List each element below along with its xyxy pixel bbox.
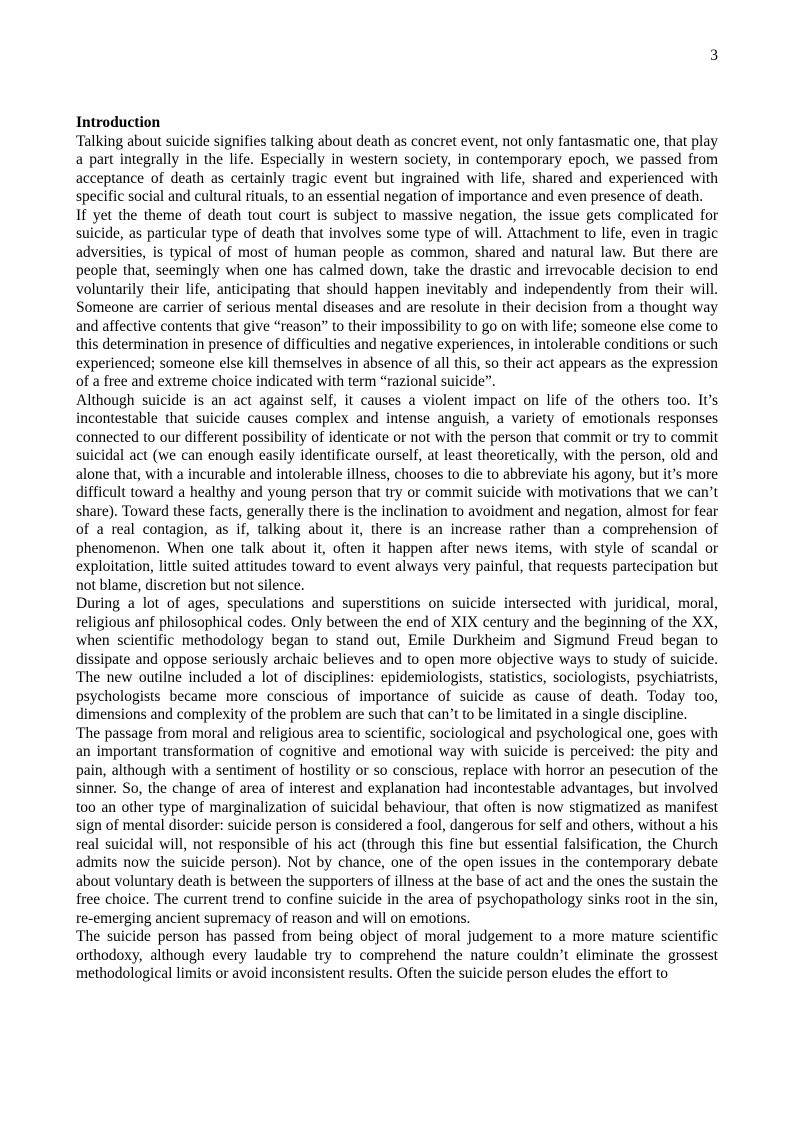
paragraph-3: Although suicide is an act against self, it causes a violent impact on life of the others too. It’s incontestable that suicide causes complex and intense anguish, a variety of emotionals responses connected to our different possibility of identicate or not with the person that commit or try to commit suicidal act (we can enough easily identificate ourself, at least theoretically, with the person, old and alone that, with a incurable and intolerable illness, chooses to die to abbreviate his agony, but it’s more difficult toward a healthy and young person that try or commit suicide with motivations that we can’t share). Toward these facts, generally there is the inclination to avoidment and negation, almost for fear of a real contagion, as if, talking about it, there is an increase rather than a comprehension of phenomenon. When one talk about it, often it happen after news items, with style of scandal or exploitation, little suited attitudes toward to event always very painful, that requests partecipation but not blame, discretion but not silence. [76, 391, 718, 594]
paragraph-1: Talking about suicide signifies talking about death as concret event, not only fantasmatic one, that play a part integrally in the life. Especially in western society, in contemporary epoch, we passed from acceptance of death as certainly tragic event but ingrained with life, shared and experienced with specific social and cultural rituals, to an essential negation of importance and even presence of death. [76, 132, 718, 205]
paragraph-2: If yet the theme of death tout court is subject to massive negation, the issue gets complicated for suicide, as particular type of death that involves some type of will. Attachment to life, even in tragic adversities, is typical of most of human people as common, shared and natural law. But there are people that, seemingly when one has calmed down, take the drastic and irrevocable decision to end voluntarily their life, anticipating that should happen inevitably and independently from their will. Someone are carrier of serious mental diseases and are resolute in their decision from a thought way and affective contents that give “reason” to their impossibility to go on with life; someone else come to this determination in presence of difficulties and negative experiences, in intolerable conditions or such experienced; someone else kill themselves in absence of all this, so their act appears as the expression of a free and extreme choice indicated with term “razional suicide”. [76, 206, 718, 390]
paragraph-6: The suicide person has passed from being object of moral judgement to a more mature scientific orthodoxy, although every laudable try to comprehend the nature couldn’t eliminate the grossest methodological limits or avoid inconsistent results. Often the suicide person eludes the effort to [76, 928, 718, 982]
paragraph-5: The passage from moral and religious area to scientific, sociological and psychological one, goes with an important transformation of cognitive and emotional way with suicide is perceived: the pity and pain, although with a sentiment of hostility or so conscious, replace with horror an pesecution of the sinner. So, the change of area of interest and explanation had incontestable advantages, but involved too an other type of marginalization of suicidal behaviour, that often is now stigmatized as manifest sign of mental disorder: suicide person is considered a fool, dangerous for self and others, without a his real suicidal will, not responsible of his act (through this fine but essential falsification, the Church admits now the suicide person). Not by chance, one of the open issues in the contemporary debate about voluntary death is between the supporters of illness at the base of act and the ones the sustain the free choice. The current trend to confine suicide in the area of psychopathology sinks root in the sin, re-emerging ancient supremacy of reason and will on emotions. [76, 724, 718, 927]
section-heading: Introduction [76, 114, 161, 131]
page-number: 3 [710, 47, 718, 64]
document-body [76, 114, 718, 984]
paragraph-4: During a lot of ages, speculations and superstitions on suicide intersected with juridical, moral, religious anf philosophical codes. Only between the end of XIX century and the beginning of the XX, when scientific methodology began to stand out, Emile Durkheim and Sigmund Freud began to dissipate and oppose seriously archaic believes and to open more objective ways to study of suicide. The new outilne included a lot of disciplines: epidemiologists, statistics, sociologists, psychiatrists, psychologists became more conscious of importance of suicide as cause of death. Today too, dimensions and complexity of the problem are such that can’t to be limitated in a single discipline. [76, 595, 718, 723]
